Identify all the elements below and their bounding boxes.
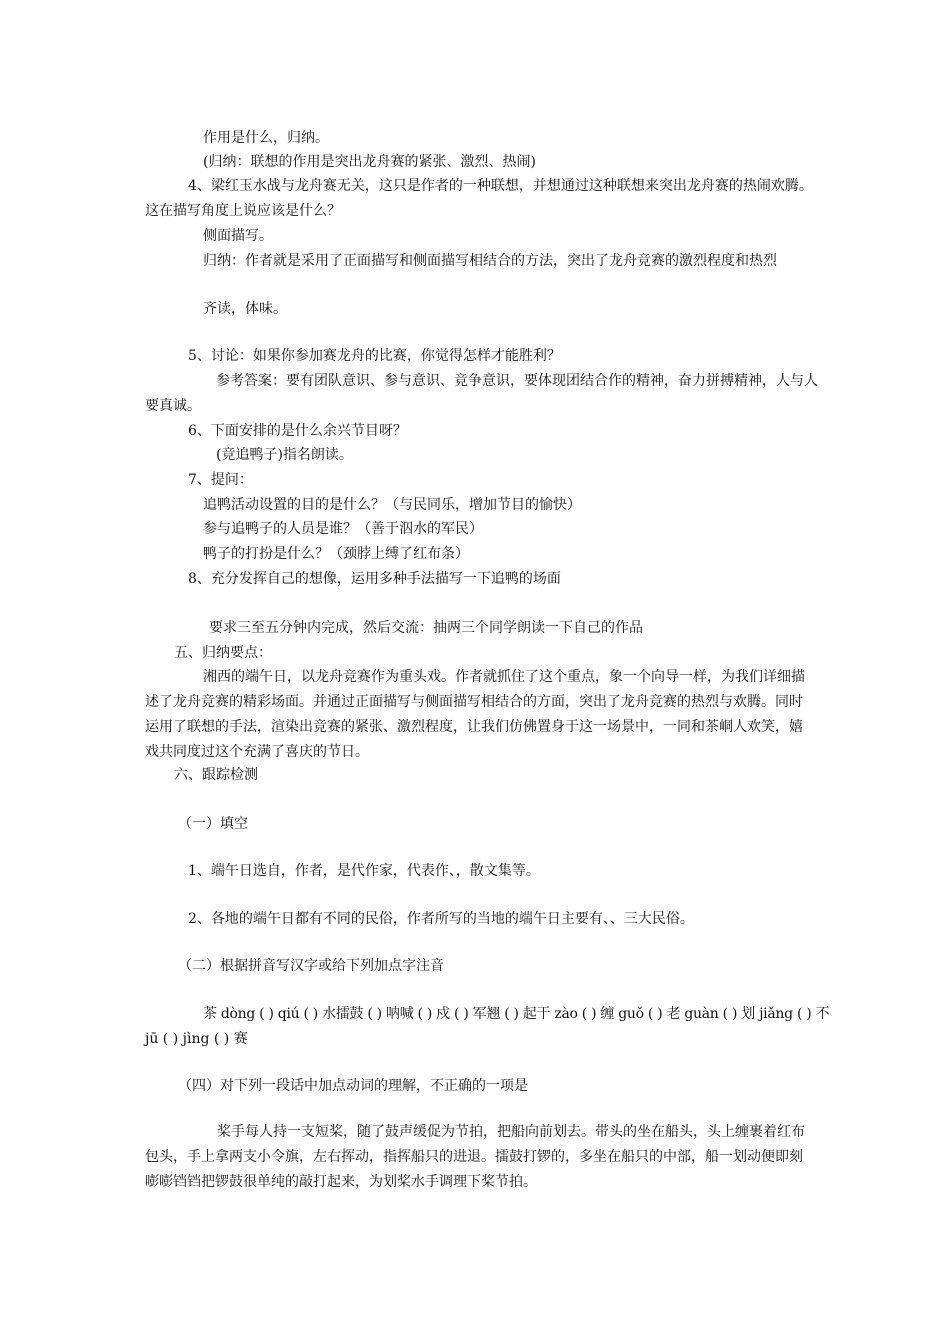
summary-paragraph: 湘西的端午日，以龙舟竞赛作为重头戏。作者就抓住了这个重点，象一个向导一样，为我们详细描述了龙舟竞赛的精彩场面。并通过正面描写与侧面描写相结合的方面，突出了龙舟竞赛的热烈与欢腾。同时运用了联想的手法，渲染出竞赛的紧张、激烈程度，让我们仿佛置身于这一场景中，一同和茶峒人欢笑，嬉戏共同度过这个充满了喜庆的节日。 <box>145 669 805 760</box>
text-line: 鸭子的打扮是什么？（颈脖上缚了红布条） <box>203 546 469 562</box>
text-line: 参考答案：要有团队意识、参与意识、竞争意识，要体现团结合作的精神，奋力拼搏精神，人与人 <box>216 373 818 389</box>
text-line: 6、下面安排的是什么余兴节目呀？ <box>188 423 407 439</box>
text-line: 这在描写角度上说应该是什么？ <box>145 203 341 219</box>
subsection-heading: （一）填空 <box>178 816 248 832</box>
text-line: 归纳：作者就是采用了正面描写和侧面描写相结合的方法，突出了龙舟竞赛的激烈程度和热烈 <box>203 253 777 269</box>
pinyin-line: jū ( ) jìng ( ) 赛 <box>145 1031 248 1047</box>
text-line: (竞追鸭子)指名朗读。 <box>216 447 353 463</box>
section-heading: 五、归纳要点： <box>174 645 272 661</box>
text-line: (归纳：联想的作用是突出龙舟赛的紧张、激烈、热闹) <box>203 154 536 170</box>
pinyin-line: 茶 dòng ( ) qiú ( ) 水擂鼓 ( ) 呐喊 ( ) 戍 ( ) 军翘 ( ) 起干 zào ( ) 缠 guǒ ( ) 老 guàn ( ) 划 jiǎng ( ) 不 <box>203 1006 830 1022</box>
text-line: 齐读，体味。 <box>203 301 287 317</box>
text-line: 追鸭活动设置的目的是什么？（与民同乐，增加节目的愉快） <box>203 497 581 513</box>
text-line: 要真诚。 <box>145 398 201 414</box>
text-line: 4、梁红玉水战与龙舟赛无关，这只是作者的一种联想，并想通过这种联想来突出龙舟赛的热闹欢腾。 <box>188 178 813 194</box>
question-line: 2、各地的端午日都有不同的民俗，作者所写的当地的端午日主要有、、三大民俗。 <box>188 911 694 927</box>
question-line: 1、端午日选自，作者，是代作家，代表作、，散文集等。 <box>188 863 540 879</box>
text-line: 5、讨论：如果你参加赛龙舟的比赛，你觉得怎样才能胜利？ <box>188 348 561 364</box>
text-line: 参与追鸭子的人员是谁？（善于泅水的军民） <box>203 521 483 537</box>
text-line: 侧面描写。 <box>203 228 273 244</box>
text-line: 作用是什么，归纳。 <box>203 130 329 146</box>
text-line: 要求三至五分钟内完成，然后交流：抽两三个同学朗读一下自己的作品 <box>209 620 643 636</box>
text-line: 7、提问： <box>188 472 253 488</box>
section-heading: 六、跟踪检测 <box>174 767 258 783</box>
subsection-heading: （四）对下列一段话中加点动词的理解，不正确的一项是 <box>178 1078 528 1094</box>
reading-paragraph: 桨手每人持一支短桨，随了鼓声缓促为节拍，把船向前划去。带头的坐在船头，头上缠裹着红布包头，手上拿两支小令旗，左右挥动，指挥船只的进退。擂鼓打锣的，多坐在船只的中部，船一划动便即刻嘭嘭铛铛把锣鼓很单纯的敲打起来，为划桨水手调理下桨节拍。 <box>145 1124 805 1190</box>
subsection-heading: （二）根据拼音写汉字或给下列加点字注音 <box>178 958 444 974</box>
text-line: 8、充分发挥自己的想像，运用多种手法描写一下追鸭的场面 <box>188 571 561 587</box>
